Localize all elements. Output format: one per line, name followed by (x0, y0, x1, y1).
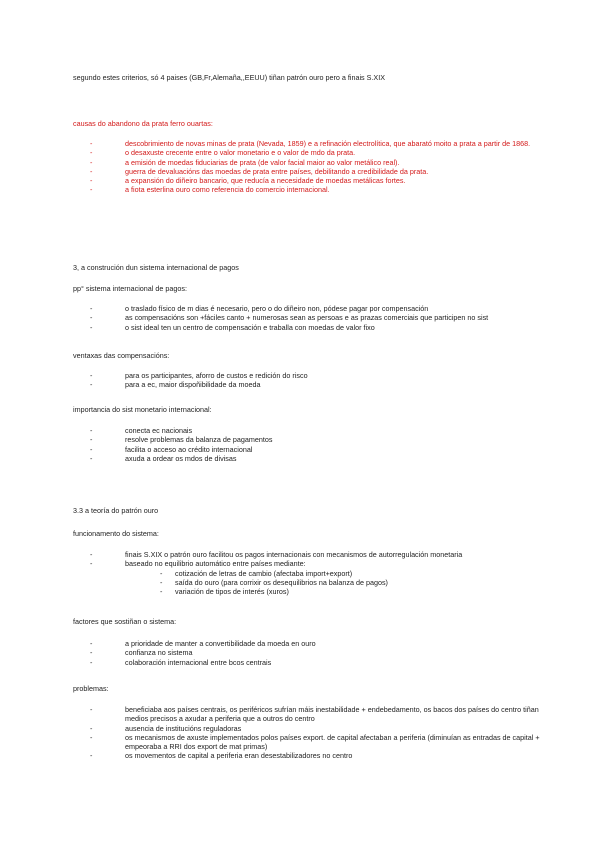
list-item: - o sist ideal ten un centro de compensación e traballa con moedas de valor fixo (90, 323, 488, 332)
list-item: - cotización de letras de cambio (afectaba import+export) (125, 569, 462, 578)
list-item: - guerra de devaluacións das moedas de prata entre países, debilitando a credibilidade da prata. (90, 167, 540, 176)
section-3-heading: 3, a construción dun sistema internacional de pagos (73, 263, 239, 272)
subheading: factores que sostiñan o sistema: (73, 617, 177, 626)
ventaxas-list (90, 371, 308, 390)
funcionamento-list (90, 550, 462, 596)
causes-heading: causas do abandono da prata ferro ouartas: (73, 119, 213, 128)
list-item: - a expansión do diñeiro bancario, que reducía a necesidade de moedas metálicas fortes. (90, 176, 540, 185)
list-item: - a prioridade de manter a convertibilidade da moeda en ouro (90, 639, 316, 648)
list-item: - confianza no sistema (90, 648, 316, 657)
list-item: - a emisión de moedas fiduciarias de prata (de valor facial maior ao valor metálico real). (90, 158, 540, 167)
list-item: - o desaxuste crecente entre o valor monetario e o valor de mdo da prata. (90, 148, 540, 157)
list-item: - saída do ouro (para corrixir os desequilibrios na balanza de pagos) (125, 578, 462, 587)
list-item: - axuda a ordear os mdos de divisas (90, 454, 272, 463)
intro-paragraph: segundo estes criterios, só 4 paises (GB,Fr,Alemaña,,EEUU) tiñan patrón ouro pero a finais S.XIX (73, 73, 386, 82)
list-item: - conecta ec nacionais (90, 426, 272, 435)
subheading: funcionamento do sistema: (73, 529, 159, 538)
subheading: ventaxas das compensacións: (73, 351, 170, 360)
list-item: - para os participantes, aforro de custos e redición do risco (90, 371, 308, 380)
list-item: - os movementos de capital a periferia eran desestabilizadores no centro (90, 751, 540, 760)
list-item (90, 559, 462, 596)
list-item: - finais S.XIX o patrón ouro facilitou os pagos internacionais con mecanismos de autorregulación monetaria (90, 550, 462, 559)
section-3-3-heading: 3.3 a teoría do patrón ouro (73, 506, 159, 515)
factores-list (90, 639, 316, 667)
list-item: - as compensacións son +fáciles canto + numerosas sean as persoas e as prazas comerciais que participen no sist (90, 313, 488, 322)
list-item: - facilita o acceso ao crédito internacional (90, 445, 272, 454)
list-item: - a fiota esterlina ouro como referencia do comercio internacional. (90, 185, 540, 194)
list-item: - ausencia de institucións reguladoras (90, 724, 540, 733)
list-item: - o traslado físico de m dias é necesario, pero o do diñeiro non, pódese pagar por compensación (90, 304, 488, 313)
subheading: pp° sistema internacional de pagos: (73, 284, 187, 293)
sistema-list (90, 304, 488, 332)
list-item: - resolve problemas da balanza de pagamentos (90, 435, 272, 444)
list-item-text: baseado no equilibrio automático entre países mediante: (125, 559, 306, 569)
list-item: - variación de tipos de interés (xuros) (125, 587, 462, 596)
subheading: importancia do sist monetario internacional: (73, 405, 212, 414)
list-item: - descobrimiento de novas minas de prata (Nevada, 1859) e a refinación electrolítica, que abarató moito a prata a partir de 1868. (90, 139, 540, 148)
problemas-list (90, 705, 540, 761)
subheading: problemas: (73, 684, 109, 693)
causes-list (90, 139, 540, 195)
list-item: - para a ec, maior dispoñibilidade da moeda (90, 380, 308, 389)
list-item: - beneficiaba aos países centrais, os periféricos sufrían máis inestabilidade + endebedamento, os bacos dos países do centro tiñan medios precisos a axudar a periferia que a outros do centro (90, 705, 540, 724)
list-item: - colaboración internacional entre bcos centrais (90, 658, 316, 667)
nested-list (125, 569, 462, 597)
importancia-list (90, 426, 272, 463)
list-item: - os mecanismos de axuste implementados polos países export. de capital afectaban a periferia (diminuían as entradas de capital + empeoraba a RRI dos export de mat primas) (90, 733, 540, 752)
